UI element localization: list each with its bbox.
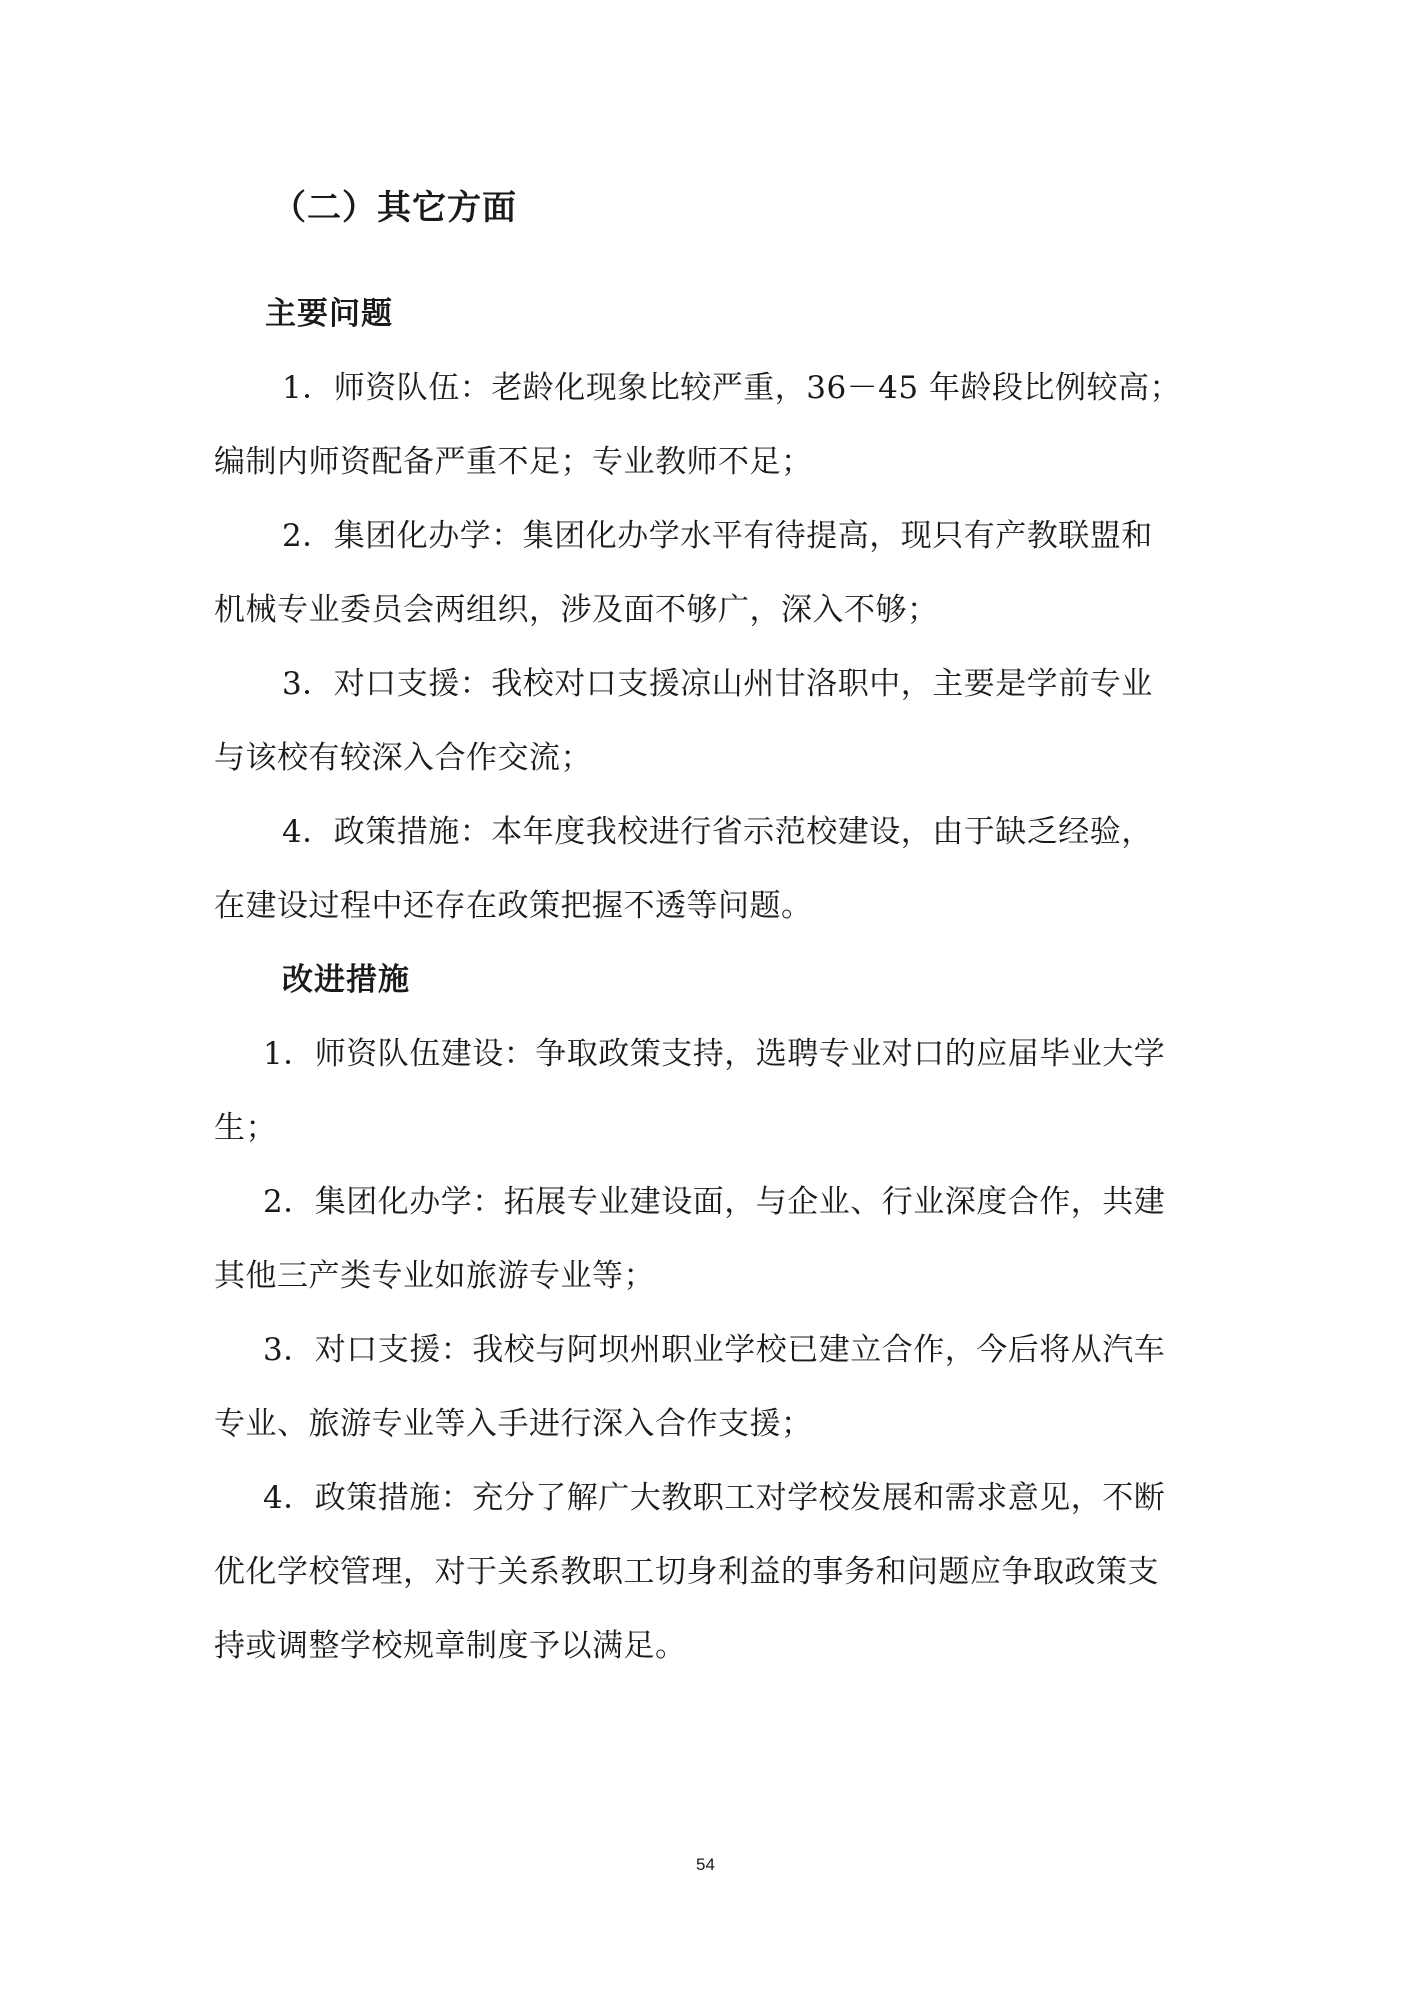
problem-3-line-1: 3．对口支援：我校对口支援凉山州甘洛职中，主要是学前专业: [282, 666, 1153, 702]
problems-heading: 主要问题: [265, 296, 393, 332]
measure-3-line-2: 专业、旅游专业等入手进行深入合作支援；: [214, 1406, 813, 1442]
measure-1-line-2: 生；: [214, 1110, 277, 1146]
problem-1-line-2: 编制内师资配备严重不足；专业教师不足；: [214, 444, 813, 480]
measure-4-line-1: 4．政策措施：充分了解广大教职工对学校发展和需求意见，不断: [263, 1480, 1166, 1516]
problem-1-line-1: 1．师资队伍：老龄化现象比较严重，36－45 年龄段比例较高；: [282, 370, 1181, 406]
section-title: （二）其它方面: [272, 188, 517, 228]
problem-4-line-1: 4．政策措施：本年度我校进行省示范校建设，由于缺乏经验，: [282, 814, 1153, 850]
measure-1-line-1: 1．师资队伍建设：争取政策支持，选聘专业对口的应届毕业大学: [263, 1036, 1166, 1072]
problem-2-line-2: 机械专业委员会两组织，涉及面不够广，深入不够；: [214, 592, 939, 628]
problem-3-line-2: 与该校有较深入合作交流；: [214, 740, 592, 776]
measures-heading: 改进措施: [282, 962, 410, 998]
page-number: 54: [696, 1855, 715, 1874]
measure-2-line-1: 2．集团化办学：拓展专业建设面，与企业、行业深度合作，共建: [263, 1184, 1166, 1220]
measure-3-line-1: 3．对口支援：我校与阿坝州职业学校已建立合作，今后将从汽车: [263, 1332, 1166, 1368]
measure-4-line-3: 持或调整学校规章制度予以满足。: [214, 1628, 687, 1664]
measure-4-line-2: 优化学校管理，对于关系教职工切身利益的事务和问题应争取政策支: [214, 1554, 1159, 1590]
measure-2-line-2: 其他三产类专业如旅游专业等；: [214, 1258, 655, 1294]
problem-4-line-2: 在建设过程中还存在政策把握不透等问题。: [214, 888, 813, 924]
problem-2-line-1: 2．集团化办学：集团化办学水平有待提高，现只有产教联盟和: [282, 518, 1153, 554]
